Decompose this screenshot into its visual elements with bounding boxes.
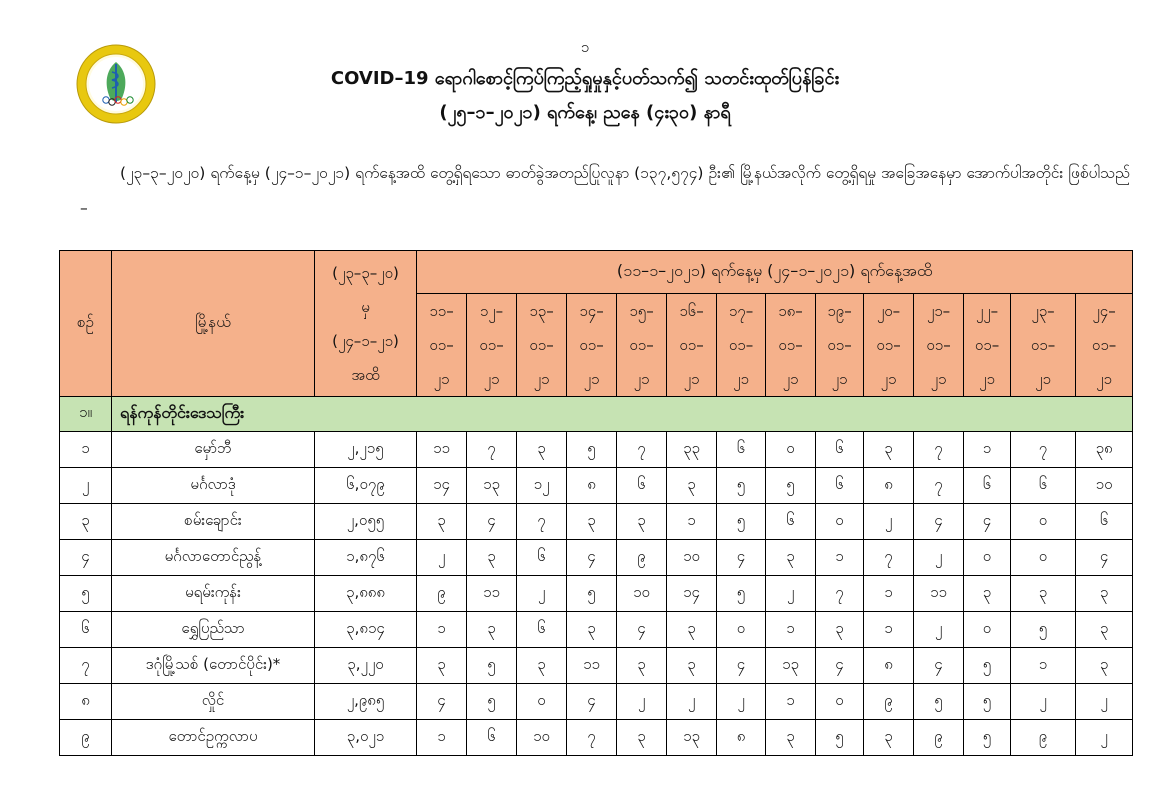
daily-count-cell: ၀ xyxy=(816,684,864,720)
daily-count-cell: ၁၄ xyxy=(417,468,467,504)
date-header-part: ၂၁ xyxy=(930,370,947,388)
date-header-cell xyxy=(717,294,766,397)
page-number: ၁ xyxy=(580,38,590,56)
date-header-part: ၂၁ xyxy=(1035,370,1051,388)
daily-count-cell: ၃ xyxy=(864,720,914,756)
date-header-part: ၁၄– xyxy=(579,302,604,320)
daily-count-cell: ၃ xyxy=(766,720,816,756)
daily-count-cell: ၂ xyxy=(1076,684,1133,720)
header-serial: စဉ် xyxy=(60,251,112,397)
row-number: ၄ xyxy=(60,540,112,576)
daily-count-cell: ၃ xyxy=(864,432,914,468)
daily-count-cell: ၃ xyxy=(567,612,617,648)
township-total: ၃,၈၈၈ xyxy=(315,576,417,612)
daily-count-cell: ၆ xyxy=(816,468,864,504)
daily-count-cell: ၅ xyxy=(964,684,1011,720)
daily-count-cell: ၁ xyxy=(417,720,467,756)
date-header-cell xyxy=(914,294,964,397)
daily-count-cell: ၃ xyxy=(667,612,717,648)
document-title: COVID–19 ရောဂါစောင့်ကြပ်ကြည့်ရှုမှုနှင့်ပတ်သက်၍ သတင်းထုတ်ပြန်ခြင်း xyxy=(330,68,840,89)
daily-count-cell: ၆ xyxy=(617,468,667,504)
township-total: ၃,၈၁၄ xyxy=(315,612,417,648)
daily-count-cell: ၅ xyxy=(567,576,617,612)
daily-count-cell: ၃၃ xyxy=(667,432,717,468)
date-header-part: ၂၃– xyxy=(1031,302,1055,320)
row-number: ၉ xyxy=(60,720,112,756)
township-name: တောင်ဥက္ကလာပ xyxy=(112,720,315,756)
daily-count-cell: ၂ xyxy=(914,612,964,648)
daily-count-cell: ၇ xyxy=(816,576,864,612)
daily-count-cell: ၃ xyxy=(517,432,567,468)
township-name: မှော်ဘီ xyxy=(112,432,315,468)
region-name: ရန်ကုန်တိုင်းဒေသကြီး xyxy=(112,397,1133,432)
daily-count-cell: ၂ xyxy=(417,540,467,576)
date-header-part: ၀၁– xyxy=(778,336,803,354)
daily-count-cell: ၅ xyxy=(1011,612,1076,648)
date-header-part: ၀၁– xyxy=(479,336,504,354)
daily-count-cell: ၅ xyxy=(467,648,517,684)
date-header-part: ၂၁– xyxy=(926,302,951,320)
daily-count-cell: ၁၀ xyxy=(617,576,667,612)
table-row xyxy=(60,468,1133,504)
daily-count-cell: ၃ xyxy=(1076,612,1133,648)
daily-count-cell: ၉ xyxy=(914,720,964,756)
date-header-cell xyxy=(467,294,517,397)
intro-text: (၂၃–၃–၂၀၂၀) ရက်နေ့မှ (၂၄–၁–၂၀၂၁) ရက်နေ့အထိ တွေ့ရှိရသော ဓာတ်ခွဲအတည်ပြုလူနာ (၁၃၇,၅၇၄) ဦး၏ မြို့နယ်အလိုက် တွေ့ရှိရမှု အခြေအနေမှာ အောက်ပါအတိုင်း ဖြစ်ပါသည် – xyxy=(80,164,1130,217)
daily-count-cell: ၂ xyxy=(617,684,667,720)
header-total-line1: (၂၃–၃–၂၀) xyxy=(332,263,399,282)
intro-paragraph xyxy=(80,156,1130,226)
daily-count-cell: ၃ xyxy=(617,504,667,540)
date-header-part: ၁၁– xyxy=(429,302,454,320)
date-header-part: ၂၁ xyxy=(1096,370,1112,388)
township-total: ၆,၀၇၉ xyxy=(315,468,417,504)
row-number: ၈ xyxy=(60,684,112,720)
date-header-part: ၂၁ xyxy=(633,370,650,388)
township-total: ၁,၈၇၆ xyxy=(315,540,417,576)
daily-count-cell: ၀ xyxy=(717,612,766,648)
region-row xyxy=(60,397,1133,432)
daily-count-cell: ၇ xyxy=(864,540,914,576)
date-header-part: ၁၆– xyxy=(679,302,704,320)
date-header-part: ၀၁– xyxy=(926,336,951,354)
daily-count-cell: ၃ xyxy=(517,648,567,684)
daily-count-cell: ၆ xyxy=(1076,504,1133,540)
daily-count-cell: ၅ xyxy=(717,504,766,540)
daily-count-cell: ၃ xyxy=(964,576,1011,612)
date-header-part: ၂၁ xyxy=(433,370,450,388)
document-subtitle-date: (၂၅–၁–၂၀၂၁) ရက်နေ့၊ ညနေ (၄း၃၀) နာရီ xyxy=(439,102,731,123)
date-header-part: ၂၀– xyxy=(876,302,901,320)
table-row xyxy=(60,648,1133,684)
daily-count-cell: ၂ xyxy=(1011,684,1076,720)
daily-count-cell: ၆ xyxy=(816,432,864,468)
daily-count-cell: ၃ xyxy=(617,720,667,756)
daily-count-cell: ၇ xyxy=(517,504,567,540)
daily-count-cell: ၆ xyxy=(517,612,567,648)
daily-count-cell: ၉ xyxy=(1011,720,1076,756)
daily-count-cell: ၁၀ xyxy=(667,540,717,576)
daily-count-cell: ၆ xyxy=(964,468,1011,504)
date-header-part: ၂၁ xyxy=(782,370,799,388)
table-row xyxy=(60,540,1133,576)
table-row xyxy=(60,432,1133,468)
header-total-line3: (၂၄–၁–၂၁) xyxy=(332,331,399,350)
township-total: ၂,၀၅၅ xyxy=(315,504,417,540)
daily-count-cell: ၁ xyxy=(864,612,914,648)
daily-count-cell: ၂ xyxy=(1076,720,1133,756)
date-header-part: ၂၄– xyxy=(1092,302,1116,320)
daily-count-cell: ၅ xyxy=(717,468,766,504)
township-name: ရွှေပြည်သာ xyxy=(112,612,315,648)
township-total: ၃,၀၂၁ xyxy=(315,720,417,756)
daily-count-cell: ၀ xyxy=(766,432,816,468)
daily-count-cell: ၁ xyxy=(667,504,717,540)
daily-count-cell: ၃၈ xyxy=(1076,432,1133,468)
date-header-cell xyxy=(1076,294,1133,397)
daily-count-cell: ၆ xyxy=(517,540,567,576)
date-header-part: ၂၁ xyxy=(583,370,600,388)
date-header-part: ၁၈– xyxy=(778,302,803,320)
date-header-cell xyxy=(816,294,864,397)
daily-count-cell: ၈ xyxy=(717,720,766,756)
date-header-part: ၀၁– xyxy=(629,336,654,354)
daily-count-cell: ၃ xyxy=(417,648,467,684)
date-header-part: ၀၁– xyxy=(529,336,554,354)
daily-count-cell: ၃ xyxy=(1076,648,1133,684)
daily-count-cell: ၂ xyxy=(667,684,717,720)
daily-count-cell: ၂ xyxy=(914,540,964,576)
daily-count-cell: ၀ xyxy=(964,540,1011,576)
daily-count-cell: ၃ xyxy=(467,540,517,576)
table-row xyxy=(60,504,1133,540)
daily-count-cell: ၅ xyxy=(964,720,1011,756)
date-header-cell xyxy=(417,294,467,397)
date-header-cell xyxy=(667,294,717,397)
daily-count-cell: ၇ xyxy=(914,432,964,468)
daily-count-cell: ၃ xyxy=(617,648,667,684)
daily-count-cell: ၂ xyxy=(717,684,766,720)
row-number: ၅ xyxy=(60,576,112,612)
daily-count-cell: ၉ xyxy=(417,576,467,612)
township-name: ဒဂုံမြို့သစ် (တောင်ပိုင်း)* xyxy=(112,648,315,684)
daily-count-cell: ၄ xyxy=(717,648,766,684)
daily-count-cell: ၃ xyxy=(816,612,864,648)
date-header-part: ၀၁– xyxy=(876,336,901,354)
daily-count-cell: ၄ xyxy=(417,684,467,720)
daily-count-cell: ၁၃ xyxy=(467,468,517,504)
township-total: ၂,၉၈၅ xyxy=(315,684,417,720)
daily-count-cell: ၁၁ xyxy=(567,648,617,684)
daily-count-cell: ၁၁ xyxy=(914,576,964,612)
daily-count-cell: ၀ xyxy=(1011,540,1076,576)
date-header-part: ၀၁– xyxy=(679,336,704,354)
daily-count-cell: ၃ xyxy=(667,648,717,684)
table-row xyxy=(60,684,1133,720)
township-name: လှိုင် xyxy=(112,684,315,720)
region-number: ၁။ xyxy=(60,397,112,432)
header-total-line2: မှ xyxy=(361,297,370,316)
daily-count-cell: ၄ xyxy=(567,540,617,576)
daily-count-cell: ၇ xyxy=(617,432,667,468)
daily-count-cell: ၈ xyxy=(864,468,914,504)
daily-count-cell: ၂ xyxy=(766,576,816,612)
daily-count-cell: ၆ xyxy=(467,720,517,756)
row-number: ၁ xyxy=(60,432,112,468)
daily-count-cell: ၆ xyxy=(1011,468,1076,504)
township-total: ၂,၂၁၅ xyxy=(315,432,417,468)
daily-count-cell: ၁ xyxy=(417,612,467,648)
daily-count-cell: ၄ xyxy=(914,504,964,540)
table-row xyxy=(60,720,1133,756)
date-header-part: ၀၁– xyxy=(429,336,454,354)
township-name: မင်္ဂလာဒုံ xyxy=(112,468,315,504)
daily-count-cell: ၃ xyxy=(1011,576,1076,612)
daily-count-cell: ၃ xyxy=(567,504,617,540)
date-header-part: ၂၁ xyxy=(733,370,749,388)
date-header-part: ၀၁– xyxy=(728,336,754,354)
daily-count-cell: ၃ xyxy=(417,504,467,540)
daily-count-cell: ၅ xyxy=(567,432,617,468)
table-row xyxy=(60,576,1133,612)
daily-count-cell: ၉ xyxy=(864,684,914,720)
date-header-cell xyxy=(864,294,914,397)
date-header-part: ၁၂– xyxy=(479,302,504,320)
date-header-part: ၂၁ xyxy=(533,370,550,388)
date-header-cell xyxy=(1011,294,1076,397)
date-header-part: ၂၁ xyxy=(683,370,700,388)
date-header-part: ၀၁– xyxy=(579,336,604,354)
daily-count-cell: ၅ xyxy=(914,684,964,720)
daily-count-cell: ၁၃ xyxy=(766,648,816,684)
header-township: မြို့နယ် xyxy=(112,251,315,397)
date-header-part: ၀၁– xyxy=(1091,336,1117,354)
daily-count-cell: ၀ xyxy=(964,612,1011,648)
daily-count-cell: ၁ xyxy=(864,576,914,612)
date-header-part: ၂၁ xyxy=(831,370,848,388)
daily-count-cell: ၃ xyxy=(1076,576,1133,612)
daily-count-cell: ၆ xyxy=(766,504,816,540)
table-row xyxy=(60,612,1133,648)
date-header-part: ၀၁– xyxy=(974,336,1000,354)
date-header-cell xyxy=(964,294,1011,397)
date-header-part: ၀၁– xyxy=(827,336,852,354)
daily-count-cell: ၁ xyxy=(816,540,864,576)
daily-count-cell: ၅ xyxy=(964,648,1011,684)
daily-count-cell: ၁၀ xyxy=(517,720,567,756)
daily-count-cell: ၁၄ xyxy=(667,576,717,612)
daily-count-cell: ၄ xyxy=(816,648,864,684)
date-header-cell xyxy=(617,294,667,397)
row-number: ၂ xyxy=(60,468,112,504)
daily-count-cell: ၇ xyxy=(567,720,617,756)
daily-count-cell: ၁၃ xyxy=(667,720,717,756)
daily-count-cell: ၁၀ xyxy=(1076,468,1133,504)
daily-count-cell: ၁ xyxy=(964,432,1011,468)
date-header-part: ၂၁ xyxy=(979,370,995,388)
township-name: မရမ်းကုန်း xyxy=(112,576,315,612)
daily-count-cell: ၁၁ xyxy=(417,432,467,468)
date-header-part: ၂၂– xyxy=(975,302,999,320)
daily-count-cell: ၈ xyxy=(567,468,617,504)
daily-count-cell: ၇ xyxy=(1011,432,1076,468)
date-header-part: ၀၁– xyxy=(1030,336,1056,354)
daily-count-cell: ၄ xyxy=(914,648,964,684)
daily-count-cell: ၄ xyxy=(617,612,667,648)
daily-count-cell: ၃ xyxy=(667,468,717,504)
daily-count-cell: ၅ xyxy=(766,468,816,504)
daily-count-cell: ၀ xyxy=(816,504,864,540)
date-header-cell xyxy=(567,294,617,397)
daily-count-cell: ၀ xyxy=(1011,504,1076,540)
daily-count-cell: ၄ xyxy=(567,684,617,720)
daily-count-cell: ၈ xyxy=(864,648,914,684)
daily-count-cell: ၅ xyxy=(467,684,517,720)
daily-count-cell: ၄ xyxy=(467,504,517,540)
township-total: ၃,၂၂၀ xyxy=(315,648,417,684)
daily-count-cell: ၀ xyxy=(517,684,567,720)
daily-count-cell: ၁၁ xyxy=(467,576,517,612)
row-number: ၆ xyxy=(60,612,112,648)
daily-count-cell: ၁၂ xyxy=(517,468,567,504)
date-header-part: ၁၅– xyxy=(629,302,654,320)
daily-count-cell: ၅ xyxy=(717,576,766,612)
header-total xyxy=(315,251,417,397)
daily-count-cell: ၇ xyxy=(914,468,964,504)
daily-count-cell: ၅ xyxy=(816,720,864,756)
row-number: ၃ xyxy=(60,504,112,540)
daily-count-cell: ၁ xyxy=(1011,648,1076,684)
date-header-part: ၂၁ xyxy=(880,370,897,388)
date-header-cell xyxy=(766,294,816,397)
township-name: စမ်းချောင်း xyxy=(112,504,315,540)
daily-count-cell: ၄ xyxy=(717,540,766,576)
daily-count-cell: ၆ xyxy=(717,432,766,468)
daily-count-cell: ၂ xyxy=(517,576,567,612)
daily-count-cell: ၁ xyxy=(766,612,816,648)
daily-count-cell: ၃ xyxy=(467,612,517,648)
daily-count-cell: ၄ xyxy=(964,504,1011,540)
date-header-part: ၂၁ xyxy=(483,370,500,388)
date-header-part: ၁၃– xyxy=(529,302,554,320)
date-header-part: ၁၇– xyxy=(728,302,754,320)
date-header-part: ၁၉– xyxy=(827,302,852,320)
township-cases-table xyxy=(59,250,1133,756)
township-name: မင်္ဂလာတောင်ညွန့် xyxy=(112,540,315,576)
daily-count-cell: ၇ xyxy=(467,432,517,468)
header-total-line4: အထိ xyxy=(351,365,380,384)
date-header-cell xyxy=(517,294,567,397)
daily-count-cell: ၉ xyxy=(617,540,667,576)
daily-count-cell: ၂ xyxy=(864,504,914,540)
row-number: ၇ xyxy=(60,648,112,684)
daily-count-cell: ၄ xyxy=(1076,540,1133,576)
daily-count-cell: ၃ xyxy=(766,540,816,576)
daily-count-cell: ၁ xyxy=(766,684,816,720)
header-date-range: (၁၁–၁–၂၀၂၁) ရက်နေ့မှ (၂၄–၁–၂၀၂၁) ရက်နေ့အထိ xyxy=(417,251,1133,294)
